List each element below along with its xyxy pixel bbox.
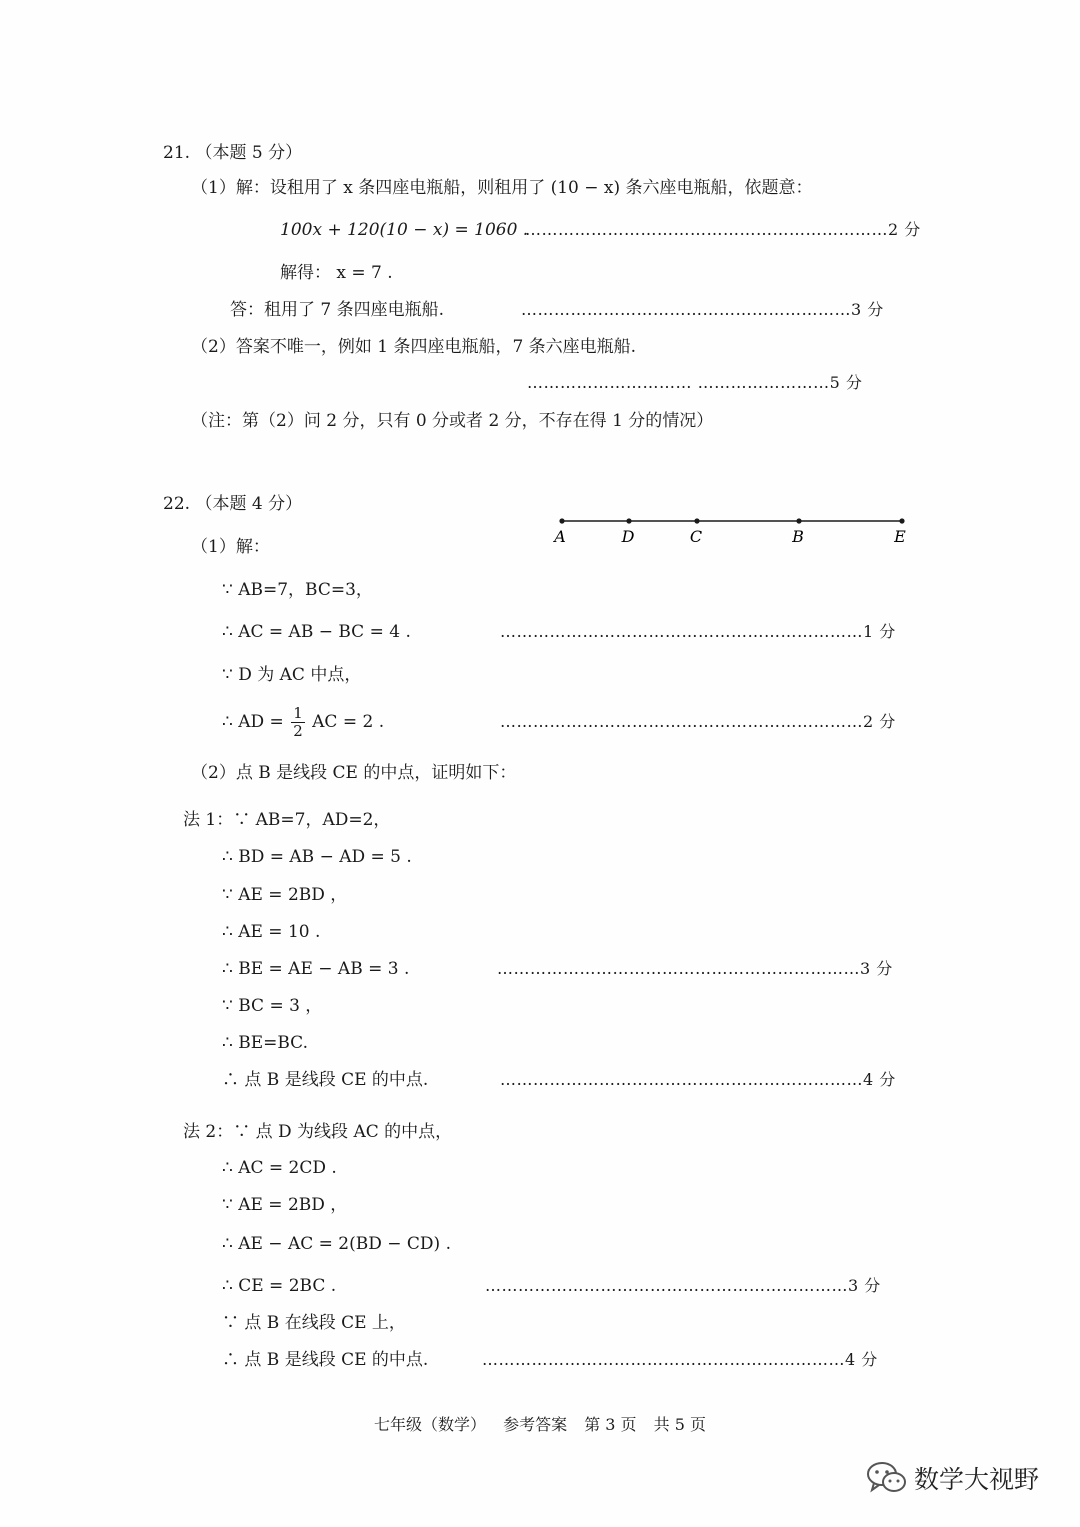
fraction-numerator: 1 (293, 704, 303, 722)
q22-p1-line4-pre: ∴ AD = (222, 712, 284, 732)
q22-p1-line2: ∴ AC = AB − BC = 4 . (222, 622, 411, 642)
point-label-b: B (792, 527, 804, 546)
q21-part1-intro: （1）解：设租用了 x 条四座电瓶船，则租用了 (10 − x) 条六座电瓶船，依题意： (191, 178, 813, 198)
q22-p1-line1: ∵ AB=7，BC=3， (222, 580, 373, 600)
m1-line5: ∴ BE = AE − AB = 3 . (222, 959, 410, 979)
m2-line7-score: …………………………………………………………4 分 (482, 1350, 878, 1369)
q22-p1-line3: ∵ D 为 AC 中点， (222, 665, 362, 685)
m1-line8-score: …………………………………………………………4 分 (500, 1070, 896, 1089)
q21-answer: 答：租用了 7 条四座电瓶船. (230, 300, 445, 320)
m1-line5-score: …………………………………………………………3 分 (497, 959, 893, 978)
watermark-text: 数学大视野 (914, 1465, 1040, 1494)
m1-line8: ∴ 点 B 是线段 CE 的中点. (222, 1070, 429, 1090)
m1-line6: ∵ BC = 3 ， (222, 996, 323, 1016)
m2-line3: ∵ AE = 2BD ， (222, 1195, 348, 1215)
point-b-dot (796, 518, 801, 523)
q22-title: 22. （本题 4 分） (163, 494, 303, 514)
footer-page: 第 3 页 (584, 1415, 637, 1434)
fraction-denominator: 2 (293, 722, 303, 740)
m1-line1: 法 1：∵ AB=7，AD=2， (183, 810, 391, 830)
line-segment-figure (540, 508, 930, 550)
point-label-e: E (894, 527, 906, 546)
watermark (866, 1460, 1039, 1496)
q21-note: （注：第（2）问 2 分，只有 0 分或者 2 分，不存在得 1 分的情况） (191, 411, 714, 431)
q22-part2-intro: （2）点 B 是线段 CE 的中点，证明如下： (191, 763, 517, 783)
q21-equation-score: …………………………………………………………2 分 (525, 220, 921, 239)
point-label-a: A (554, 527, 566, 546)
m1-line4: ∴ AE = 10 . (222, 922, 321, 942)
m2-line5: ∴ CE = 2BC . (222, 1276, 337, 1296)
q21-part2: （2）答案不唯一，例如 1 条四座电瓶船，7 条六座电瓶船. (191, 337, 637, 357)
q22-part1-intro: （1）解： (191, 537, 270, 557)
m1-line3: ∵ AE = 2BD ， (222, 885, 348, 905)
m2-line5-score: …………………………………………………………3 分 (485, 1276, 881, 1295)
q22-p1-line4 (222, 704, 384, 740)
footer-grade: 七年级（数学） (373, 1415, 486, 1434)
wechat-icon (866, 1460, 908, 1496)
m2-line6: ∵ 点 B 在线段 CE 上， (222, 1313, 406, 1333)
m2-line4: ∴ AE − AC = 2(BD − CD) . (222, 1234, 451, 1254)
q21-answer-score: ……………………………………………………3 分 (521, 300, 884, 319)
point-c-dot (694, 518, 699, 523)
footer-total: 共 5 页 (653, 1415, 707, 1434)
point-label-d: D (621, 527, 635, 546)
point-e-dot (899, 518, 904, 523)
page-footer (0, 1414, 1080, 1436)
point-label-c: C (689, 527, 703, 546)
q22-p1-line4-score: …………………………………………………………2 分 (500, 712, 896, 731)
q21-part2-score: ………………………… ……………………5 分 (527, 373, 863, 392)
q21-equation: 100x + 120(10 − x) = 1060 . (280, 220, 529, 240)
m2-line2: ∴ AC = 2CD . (222, 1158, 337, 1178)
q21-title: 21. （本题 5 分） (163, 143, 303, 163)
m1-line7: ∴ BE=BC. (222, 1033, 308, 1053)
m2-line7: ∴ 点 B 是线段 CE 的中点. (222, 1350, 429, 1370)
m2-line1: 法 2：∵ 点 D 为线段 AC 的中点， (183, 1122, 453, 1142)
q22-p1-line2-score: …………………………………………………………1 分 (500, 622, 896, 641)
m1-line2: ∴ BD = AB − AD = 5 . (222, 847, 412, 867)
footer-ref: 参考答案 (503, 1415, 568, 1434)
fraction-one-half (291, 705, 305, 740)
q22-p1-line4-post: AC = 2 . (312, 712, 385, 732)
point-d-dot (626, 518, 631, 523)
point-a-dot (559, 518, 564, 523)
q21-solve: 解得： x = 7 . (280, 263, 393, 283)
